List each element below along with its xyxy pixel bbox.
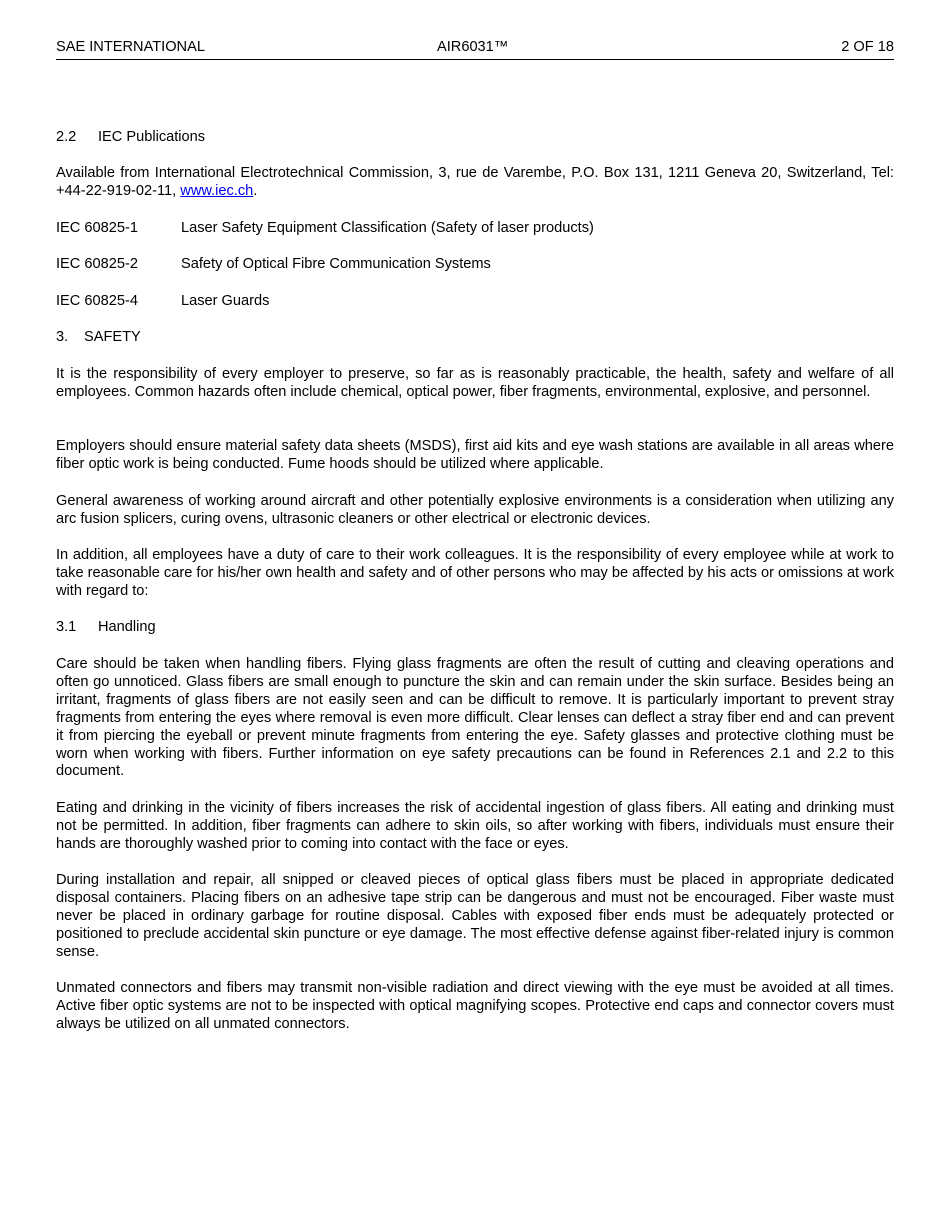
section-heading-2-2 [56,129,205,147]
reference-title: Laser Safety Equipment Classification (Safety of laser products) [181,220,594,236]
section-title: IEC Publications [98,129,206,145]
handling-paragraph-1: Care should be taken when handling fibers. Flying glass fragments are often the result of cutting and cleaving operations and often go unnoticed. Glass fibers are small enough to puncture the skin and can remain under the skin surface. Besides being an irritant, fragments of glass fibers are not easily seen and can be difficult to remove. It is particularly important to prevent stray fragments from entering the eyes where removal is even more difficult. Clear lenses can deflect a stray fiber end and can prevent it from piercing the eyeball or prevent minute fragments from entering the eye. Safety glasses and protective clothing must be worn when working with fibers. Further information on eye safety precautions can be found in References 2.1 and 2.2 to this document. [56,656,894,780]
handling-paragraph-4: Unmated connectors and fibers may transmit non-visible radiation and direct viewing with the eye must be avoided at all times. Active fiber optic systems are not to be inspected with optical magnifying scopes. Protective end caps and connector covers must always be utilized on all unmated connectors. [56,980,894,1032]
reference-code: IEC 60825-2 [56,256,138,272]
section-title: Handling [98,619,156,635]
reference-item [56,293,269,311]
reference-title: Safety of Optical Fibre Communication Systems [181,256,491,272]
section-number: 3.1 [56,619,77,635]
iec-website-link[interactable]: www.iec.ch [180,182,254,199]
section-number: 3. [56,329,69,345]
handling-paragraph-2: Eating and drinking in the vicinity of fibers increases the risk of accidental ingestion of glass fibers. All eating and drinking must not be permitted. In addition, fiber fragments can adhere to skin oils, so after working with fibers, individuals must ensure their hands are thoroughly washed prior to coming into contact with the face or eyes. [56,800,894,852]
header-document-number: AIR6031™ [437,39,509,55]
reference-item [56,256,491,274]
safety-paragraph-4: In addition, all employees have a duty of care to their work colleagues. It is the responsibility of every employee while at work to take reasonable care for his/her own health and safety and of other persons who may be affected by his acts or omissions at work with regard to: [56,547,894,599]
availability-text: Available from International Electrotechnical Commission, 3, rue de Varembe, P.O. Box 131, 1211 Geneva 20, Switzerland, Tel: +44-22-919-02-11, [56,165,894,199]
reference-title: Laser Guards [181,293,270,309]
safety-paragraph-3: General awareness of working around aircraft and other potentially explosive environments is a consideration when utilizing any arc fusion splicers, curing ovens, ultrasonic cleaners or other electrical or electronic devices. [56,493,894,527]
page-header [56,39,894,60]
handling-paragraph-3: During installation and repair, all snipped or cleaved pieces of optical glass fibers must be placed in appropriate dedicated disposal containers. Placing fibers on an adhesive tape strip can be dangerous and must not be encouraged. Fiber waste must never be placed in ordinary garbage for routine disposal. Cables with exposed fiber ends must be adequately protected or positioned to preclude accidental skin puncture or eye damage. The most effective defense against fiber-related injury is common sense. [56,872,894,960]
section-title: SAFETY [84,329,141,345]
reference-item [56,220,594,238]
availability-paragraph [56,165,894,201]
section-heading-3-1 [56,619,156,637]
section-heading-3 [56,329,141,347]
availability-end: . [253,182,258,199]
header-organization: SAE INTERNATIONAL [56,39,205,55]
reference-code: IEC 60825-4 [56,293,138,309]
header-page-number: 2 OF 18 [841,39,894,55]
safety-paragraph-2: Employers should ensure material safety data sheets (MSDS), first aid kits and eye wash stations are available in all areas where fiber optic work is being conducted. Fume hoods should be utilized where applicable. [56,438,894,472]
safety-paragraph-1: It is the responsibility of every employer to preserve, so far as is reasonably practicable, the health, safety and welfare of all employees. Common hazards often include chemical, optical power, fiber fragments, environmental, explosive, and personnel. [56,366,894,400]
section-number: 2.2 [56,129,77,145]
reference-code: IEC 60825-1 [56,220,138,236]
